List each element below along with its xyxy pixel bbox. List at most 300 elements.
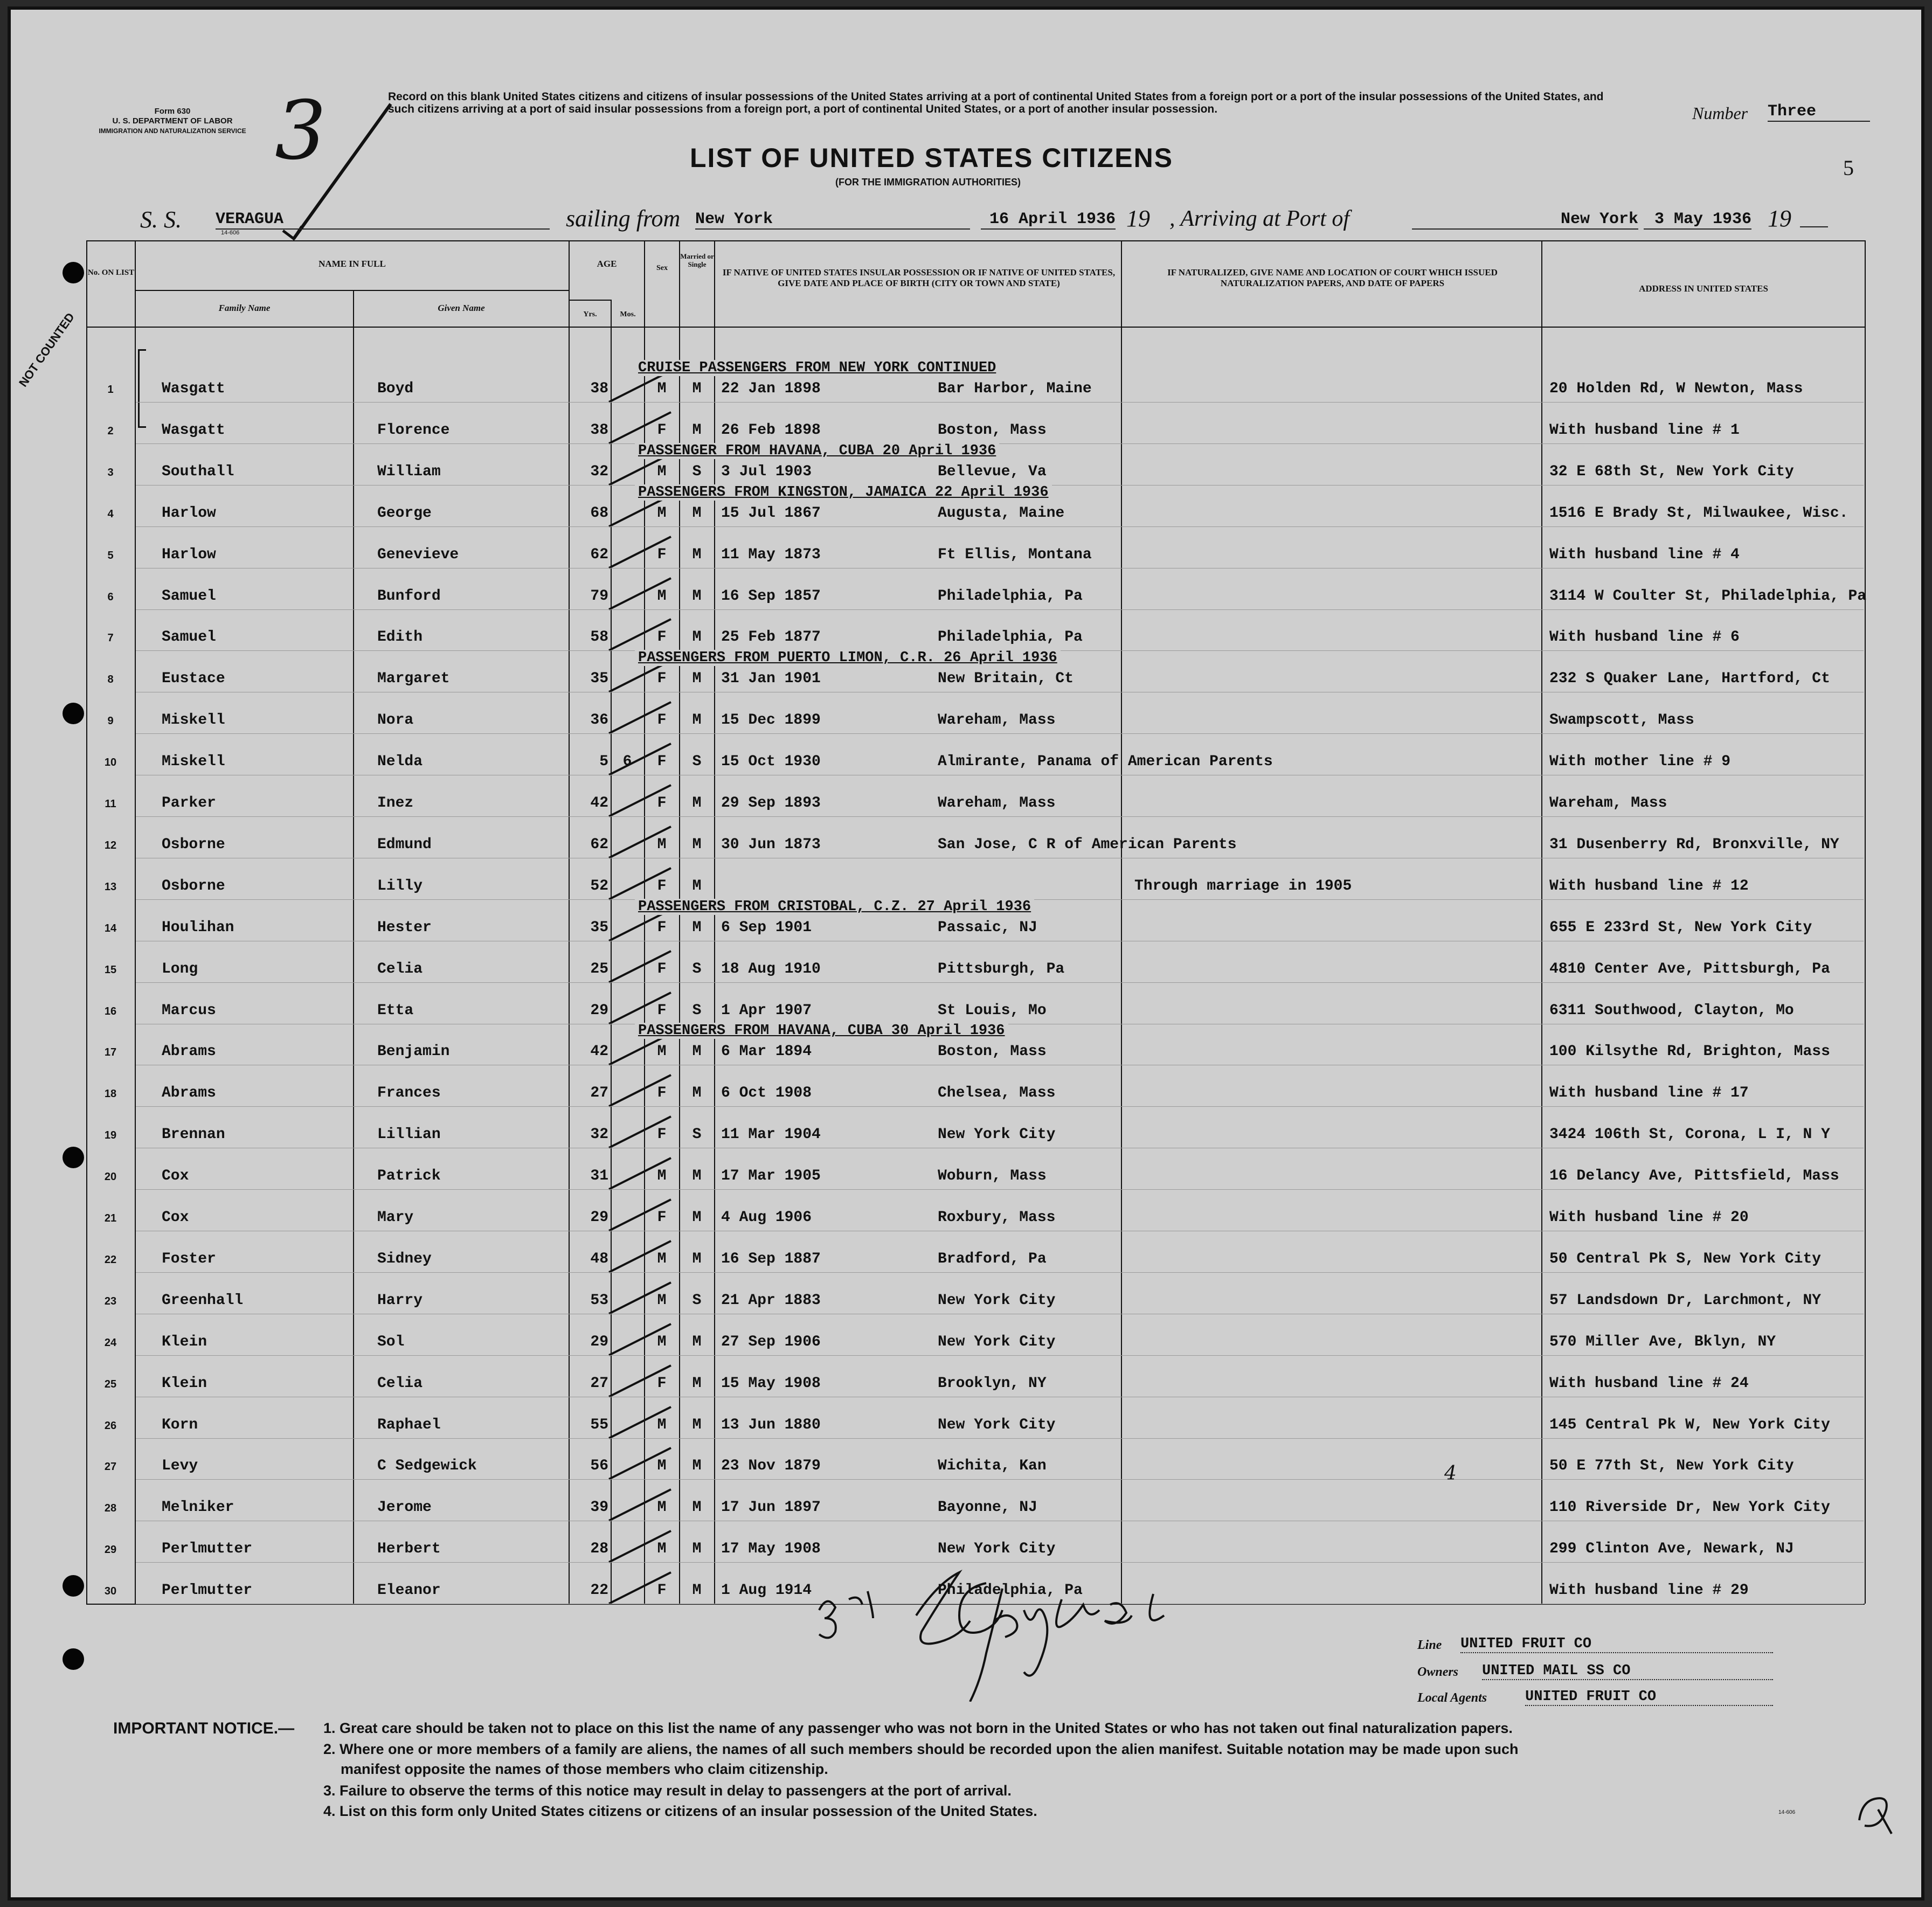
cell-address: 50 E 77th St, New York City <box>1549 1458 1794 1475</box>
cell-yrs: 35 <box>590 919 608 936</box>
check-slash <box>606 783 676 821</box>
cell-birth-place: Passaic, NJ <box>938 919 1037 936</box>
cell-birth-date: 6 Mar 1894 <box>721 1043 812 1060</box>
year-line <box>1800 226 1828 227</box>
cell-family: Levy <box>162 1458 198 1475</box>
number-value: Three <box>1768 102 1870 122</box>
cell-given: Etta <box>377 1002 414 1019</box>
cell-birth-date: 1 Apr 1907 <box>721 1002 812 1019</box>
cell-given: Nora <box>377 712 414 729</box>
cell-ms: M <box>692 587 702 605</box>
cell-given: C Sedgewick <box>377 1458 477 1475</box>
header-family-name: Family Name <box>218 303 271 313</box>
cell-sex: F <box>657 629 667 646</box>
cell-family: Marcus <box>162 1002 216 1019</box>
cell-family: Harlow <box>162 504 216 522</box>
cell-family: Miskell <box>162 712 225 729</box>
cell-birth-date: 3 Jul 1903 <box>721 463 812 480</box>
cell-birth-date: 6 Sep 1901 <box>721 919 812 936</box>
cell-yrs: 48 <box>590 1250 608 1267</box>
cell-given: Raphael <box>377 1416 441 1433</box>
cell-ms: S <box>692 753 702 771</box>
cell-family: Cox <box>162 1168 189 1185</box>
cell-no: 30 <box>104 1585 117 1598</box>
cell-sex: F <box>657 1582 667 1599</box>
cell-address: With husband line # 4 <box>1549 546 1740 563</box>
row-rule <box>136 1106 1864 1107</box>
year-label-1: 19 <box>1126 205 1150 232</box>
cell-birth-date: 25 Feb 1877 <box>721 629 821 646</box>
cell-address: 1516 E Brady St, Milwaukee, Wisc. <box>1549 504 1848 522</box>
cell-birth-place: Bayonne, NJ <box>938 1499 1037 1516</box>
cell-family: Brennan <box>162 1126 225 1143</box>
owners-value: UNITED MAIL SS CO <box>1482 1663 1773 1680</box>
cell-birth-date: 21 Apr 1883 <box>721 1292 821 1309</box>
line-label: Line <box>1417 1638 1442 1652</box>
cell-sex: M <box>657 380 667 397</box>
signature-text: 3rd ... Insp <box>841 1626 843 1627</box>
cell-given: Genevieve <box>377 546 459 563</box>
cell-yrs: 31 <box>590 1168 608 1185</box>
cell-yrs: 27 <box>590 1085 608 1102</box>
notice-item-3: 3. Failure to observe the terms of this notice may result in delay to passengers at the port of arrival. <box>323 1783 1012 1799</box>
cell-yrs: 29 <box>590 1333 608 1350</box>
cell-sex: F <box>657 546 667 563</box>
cell-address: Wareham, Mass <box>1549 795 1667 812</box>
cell-ms: S <box>692 1002 702 1019</box>
cell-family: Harlow <box>162 546 216 563</box>
arrival-date: 3 May 1936 <box>1644 210 1751 230</box>
cell-sex: F <box>657 1002 667 1019</box>
number-label: Number <box>1692 103 1748 123</box>
row-rule <box>136 733 1864 734</box>
row-rule <box>136 526 1864 527</box>
cell-birth-date: 22 Jan 1898 <box>721 380 821 397</box>
departure-port: New York <box>695 210 970 230</box>
cell-birth-date: 29 Sep 1893 <box>721 795 821 812</box>
cell-sex: M <box>657 836 667 853</box>
cell-birth-place: Almirante, Panama of American Parents <box>938 753 1273 771</box>
cell-ms: M <box>692 1541 702 1558</box>
section-heading: PASSENGERS FROM PUERTO LIMON, C.R. 26 April 1936 <box>635 650 1061 666</box>
check-slash <box>606 824 676 862</box>
cell-given: Herbert <box>377 1541 441 1558</box>
row-rule <box>136 816 1864 817</box>
cell-birth-date: 13 Jun 1880 <box>721 1416 821 1433</box>
cell-birth-date: 26 Feb 1898 <box>721 421 821 439</box>
cell-address: 6311 Southwood, Clayton, Mo <box>1549 1002 1794 1019</box>
cell-yrs: 29 <box>590 1209 608 1226</box>
agents-label: Local Agents <box>1417 1691 1487 1705</box>
cell-address: 50 Central Pk S, New York City <box>1549 1250 1822 1267</box>
cell-birth-date: 1 Aug 1914 <box>721 1582 812 1599</box>
check-slash <box>606 949 676 987</box>
arriving-label: , Arriving at Port of <box>1169 206 1350 231</box>
sailing-label: sailing from <box>566 205 681 232</box>
cell-ms: M <box>692 1209 702 1226</box>
handwritten-mark: 3 <box>275 84 327 178</box>
cell-given: Sol <box>377 1333 405 1350</box>
cell-address: 4810 Center Ave, Pittsburgh, Pa <box>1549 960 1830 977</box>
cell-birth-date: 6 Oct 1908 <box>721 1085 812 1102</box>
cell-no: 29 <box>104 1544 117 1556</box>
cell-yrs: 28 <box>590 1541 608 1558</box>
cell-yrs: 5 <box>599 753 608 771</box>
cell-birth-place: New York City <box>938 1292 1056 1309</box>
row-rule <box>136 1438 1864 1439</box>
cell-birth-place: New York City <box>938 1333 1056 1350</box>
cell-yrs: 27 <box>590 1375 608 1392</box>
cell-sex: F <box>657 670 667 688</box>
cell-address: 3114 W Coulter St, Philadelphia, Pa <box>1549 587 1867 605</box>
cell-family: Klein <box>162 1375 207 1392</box>
cell-no: 23 <box>104 1295 117 1307</box>
arrival-port: New York <box>1412 210 1638 230</box>
header-married-single: Married or Single <box>680 252 714 268</box>
cell-sex: F <box>657 1085 667 1102</box>
page-subtitle: (FOR THE IMMIGRATION AUTHORITIES) <box>835 177 1021 188</box>
form-department: U. S. DEPARTMENT OF LABOR <box>112 116 233 126</box>
cell-ms: M <box>692 1416 702 1433</box>
cell-address: With husband line # 20 <box>1549 1209 1749 1226</box>
cell-birth-date: 23 Nov 1879 <box>721 1458 821 1475</box>
cell-sex: F <box>657 712 667 729</box>
cell-birth-date: 15 May 1908 <box>721 1375 821 1392</box>
check-slash <box>606 410 676 448</box>
agents-value: UNITED FRUIT CO <box>1525 1689 1773 1706</box>
cell-birth-place: Philadelphia, Pa <box>938 587 1083 605</box>
row-rule <box>136 609 1864 610</box>
cell-birth-place: Woburn, Mass <box>938 1168 1047 1185</box>
cell-birth-date: 4 Aug 1906 <box>721 1209 812 1226</box>
cell-ms: M <box>692 546 702 563</box>
cell-sex: M <box>657 1541 667 1558</box>
cell-ms: M <box>692 1375 702 1392</box>
cell-family: Houlihan <box>162 919 234 936</box>
check-slash <box>606 1197 676 1235</box>
manifest-page <box>8 6 1924 1901</box>
cell-address: 16 Delancy Ave, Pittsfield, Mass <box>1549 1168 1839 1185</box>
page-title: LIST OF UNITED STATES CITIZENS <box>690 143 1174 173</box>
cell-address: 232 S Quaker Lane, Hartford, Ct <box>1549 670 1830 688</box>
cell-ms: M <box>692 629 702 646</box>
cell-given: William <box>377 463 441 480</box>
inspector-signature <box>808 1562 1196 1702</box>
section-heading: PASSENGERS FROM KINGSTON, JAMAICA 22 April 1936 <box>635 484 1052 501</box>
cell-family: Klein <box>162 1333 207 1350</box>
cell-sex: M <box>657 1333 667 1350</box>
cell-no: 20 <box>104 1171 117 1183</box>
cell-ms: M <box>692 712 702 729</box>
cell-sex: F <box>657 1375 667 1392</box>
cell-sex: F <box>657 960 667 977</box>
corner-mark <box>1854 1788 1897 1836</box>
cell-birth-place: Wichita, Kan <box>938 1458 1047 1475</box>
cell-ms: S <box>692 1126 702 1143</box>
cell-no: 22 <box>104 1253 117 1266</box>
cell-given: Harry <box>377 1292 423 1309</box>
cell-yrs: 38 <box>590 421 608 439</box>
cell-sex: F <box>657 919 667 936</box>
cell-ms: M <box>692 1168 702 1185</box>
cell-sex: M <box>657 504 667 522</box>
cell-address: 145 Central Pk W, New York City <box>1549 1416 1830 1433</box>
cell-yrs: 68 <box>590 504 608 522</box>
check-slash <box>606 617 676 655</box>
check-slash <box>606 1570 676 1608</box>
cell-sex: F <box>657 795 667 812</box>
section-heading: PASSENGERS FROM HAVANA, CUBA 30 April 1936 <box>635 1023 1008 1039</box>
cell-ms: S <box>692 1292 702 1309</box>
cell-yrs: 36 <box>590 712 608 729</box>
header-age: AGE <box>597 259 617 269</box>
cell-address: With mother line # 9 <box>1549 753 1731 771</box>
owners-label: Owners <box>1417 1665 1459 1679</box>
cell-address: 57 Landsdown Dr, Larchmont, NY <box>1549 1292 1822 1309</box>
cell-sex: F <box>657 1209 667 1226</box>
row-rule <box>136 1189 1864 1190</box>
cell-family: Foster <box>162 1250 216 1267</box>
cell-yrs: 35 <box>590 670 608 688</box>
cell-birth-place: Pittsburgh, Pa <box>938 960 1065 977</box>
cell-family: Southall <box>162 463 234 480</box>
cell-yrs: 42 <box>590 795 608 812</box>
cell-birth-date: 11 Mar 1904 <box>721 1126 821 1143</box>
cell-no: 7 <box>107 632 114 644</box>
cell-yrs: 39 <box>590 1499 608 1516</box>
cell-birth-date: 17 May 1908 <box>721 1541 821 1558</box>
notice-item-4: 4. List on this form only United States citizens or citizens of an insular possession of the United States. <box>323 1803 1037 1819</box>
stray-mark: 4 <box>1444 1462 1457 1485</box>
row-rule <box>136 982 1864 983</box>
check-slash <box>606 1405 676 1443</box>
cell-birth-date: 27 Sep 1906 <box>721 1333 821 1350</box>
cell-family: Wasgatt <box>162 421 225 439</box>
cell-birth-place: Philadelphia, Pa <box>938 1582 1083 1599</box>
cell-birth-date: 11 May 1873 <box>721 546 821 563</box>
cell-yrs: 58 <box>590 629 608 646</box>
header-given-name: Given Name <box>438 303 485 313</box>
cell-no: 5 <box>107 549 114 561</box>
cell-no: 24 <box>104 1336 117 1349</box>
cell-birth-date: 15 Jul 1867 <box>721 504 821 522</box>
notice-item-2-cont: manifest opposite the names of those members who claim citizenship. <box>341 1761 828 1777</box>
cell-ms: M <box>692 1250 702 1267</box>
check-slash <box>606 866 676 904</box>
notice-item-2: 2. Where one or more members of a family are aliens, the names of all such members should be recorded upon the alien manifest. Suitable notation may be made upon such <box>323 1741 1519 1757</box>
cell-no: 18 <box>104 1088 117 1100</box>
cell-birth-place: Philadelphia, Pa <box>938 629 1083 646</box>
cell-birth-date: 18 Aug 1910 <box>721 960 821 977</box>
cell-yrs: 52 <box>590 877 608 894</box>
header-address: ADDRESS IN UNITED STATES <box>1639 283 1768 294</box>
check-slash <box>606 1529 676 1566</box>
cell-family: Samuel <box>162 587 216 605</box>
cell-birth-date: 16 Sep 1887 <box>721 1250 821 1267</box>
cell-address: With husband line # 17 <box>1549 1085 1749 1102</box>
header-yrs: Yrs. <box>583 310 597 318</box>
cell-no: 16 <box>104 1005 117 1017</box>
cell-yrs: 56 <box>590 1458 608 1475</box>
row-rule <box>136 443 1864 444</box>
cell-given: George <box>377 504 432 522</box>
check-slash <box>606 700 676 738</box>
cell-birth-place: Wareham, Mass <box>938 712 1056 729</box>
check-slash <box>606 1363 676 1401</box>
cell-family: Perlmutter <box>162 1582 253 1599</box>
cell-birth-place: Bellevue, Va <box>938 463 1047 480</box>
cell-given: Boyd <box>377 380 414 397</box>
cell-address: With husband line # 1 <box>1549 421 1740 439</box>
ship-name: VERAGUA <box>216 210 550 230</box>
punch-hole <box>63 1648 84 1670</box>
header-native-birth: IF NATIVE OF UNITED STATES INSULAR POSSESSION OR IF NATIVE OF UNITED STATES, GIVE DATE AND PLACE OF BIRTH (CITY OR TOWN AND STATE) <box>722 267 1116 288</box>
punch-hole <box>63 262 84 283</box>
cell-yrs: 79 <box>590 587 608 605</box>
check-slash <box>606 535 676 572</box>
cell-ms: M <box>692 504 702 522</box>
not-counted-note: NOT COUNTED <box>16 310 78 390</box>
cell-ms: M <box>692 1458 702 1475</box>
cell-sex: F <box>657 877 667 894</box>
cell-birth-place: San Jose, C R of American Parents <box>938 836 1237 853</box>
cell-naturalized: Through marriage in 1905 <box>1134 877 1352 894</box>
cell-given: Margaret <box>377 670 450 688</box>
cell-address: 570 Miller Ave, Bklyn, NY <box>1549 1333 1776 1350</box>
cell-no: 2 <box>107 425 114 437</box>
cell-ms: M <box>692 919 702 936</box>
cell-sex: F <box>657 753 667 771</box>
punch-hole <box>63 1147 84 1168</box>
cell-given: Nelda <box>377 753 423 771</box>
cell-address: 3424 106th St, Corona, L I, N Y <box>1549 1126 1830 1143</box>
row-rule <box>136 402 1864 403</box>
check-slash <box>606 1156 676 1194</box>
cell-yrs: 32 <box>590 1126 608 1143</box>
cell-family: Samuel <box>162 629 216 646</box>
cell-birth-place: Augusta, Maine <box>938 504 1065 522</box>
cell-sex: M <box>657 587 667 605</box>
cell-birth-place: Ft Ellis, Montana <box>938 546 1092 563</box>
check-slash <box>606 1487 676 1525</box>
cell-birth-date: 17 Mar 1905 <box>721 1168 821 1185</box>
cell-sex: M <box>657 1250 667 1267</box>
cell-yrs: 62 <box>590 836 608 853</box>
cell-no: 15 <box>104 963 117 976</box>
check-slash <box>606 1446 676 1483</box>
cell-sex: M <box>657 1292 667 1309</box>
cell-address: 655 E 233rd St, New York City <box>1549 919 1812 936</box>
cell-no: 12 <box>104 839 117 851</box>
cell-no: 4 <box>107 508 114 520</box>
cell-birth-place: Boston, Mass <box>938 1043 1047 1060</box>
cell-given: Edith <box>377 629 423 646</box>
cell-given: Inez <box>377 795 414 812</box>
cell-address: With husband line # 24 <box>1549 1375 1749 1392</box>
cell-birth-place: Roxbury, Mass <box>938 1209 1056 1226</box>
cell-ms: M <box>692 380 702 397</box>
cell-birth-date: 17 Jun 1897 <box>721 1499 821 1516</box>
cell-sex: M <box>657 1499 667 1516</box>
check-slash <box>606 1280 676 1318</box>
cell-ms: M <box>692 836 702 853</box>
cell-birth-place: New Britain, Ct <box>938 670 1074 688</box>
cell-given: Lillian <box>377 1126 441 1143</box>
departure-date: 16 April 1936 <box>981 210 1116 230</box>
cell-yrs: 42 <box>590 1043 608 1060</box>
cell-family: Wasgatt <box>162 380 225 397</box>
check-slash <box>606 1239 676 1277</box>
check-slash <box>606 741 676 779</box>
cell-no: 10 <box>104 757 117 769</box>
cell-birth-date: 15 Oct 1930 <box>721 753 821 771</box>
section-heading: PASSENGER FROM HAVANA, CUBA 20 April 1936 <box>635 443 999 459</box>
cell-given: Mary <box>377 1209 414 1226</box>
header-no: No. ON LIST <box>87 268 135 277</box>
cell-no: 1 <box>107 384 114 396</box>
cell-family: Abrams <box>162 1085 216 1102</box>
cell-ms: M <box>692 1333 702 1350</box>
check-slash <box>606 990 676 1028</box>
cell-family: Eustace <box>162 670 225 688</box>
cell-yrs: 53 <box>590 1292 608 1309</box>
cell-address: Swampscott, Mass <box>1549 712 1694 729</box>
cell-no: 21 <box>104 1212 117 1224</box>
cell-address: With husband line # 6 <box>1549 629 1740 646</box>
cell-birth-place: Bar Harbor, Maine <box>938 380 1092 397</box>
cell-birth-place: Bradford, Pa <box>938 1250 1047 1267</box>
cell-ms: M <box>692 1043 702 1060</box>
cell-given: Eleanor <box>377 1582 441 1599</box>
check-slash <box>606 1073 676 1111</box>
cell-given: Celia <box>377 960 423 977</box>
cell-birth-date: 15 Dec 1899 <box>721 712 821 729</box>
cell-birth-place: Brooklyn, NY <box>938 1375 1047 1392</box>
cell-sex: F <box>657 421 667 439</box>
cell-no: 13 <box>104 880 117 893</box>
cell-birth-place: Boston, Mass <box>938 421 1047 439</box>
cell-family: Osborne <box>162 877 225 894</box>
cell-given: Jerome <box>377 1499 432 1516</box>
cell-no: 25 <box>104 1378 117 1390</box>
cell-given: Patrick <box>377 1168 441 1185</box>
cell-ms: M <box>692 421 702 439</box>
cell-address: 100 Kilsythe Rd, Brighton, Mass <box>1549 1043 1830 1060</box>
cell-address: 31 Dusenberry Rd, Bronxville, NY <box>1549 836 1839 853</box>
cell-sex: M <box>657 1168 667 1185</box>
cell-ms: M <box>692 1499 702 1516</box>
cell-birth-date: 31 Jan 1901 <box>721 670 821 688</box>
row-rule <box>136 1479 1864 1480</box>
notice-heading: IMPORTANT NOTICE.— <box>113 1719 295 1737</box>
cell-given: Benjamin <box>377 1043 450 1060</box>
record-instructions: Record on this blank United States citizens and citizens of insular possessions of the United States arriving at a port of continental United States from a foreign port or a port of the insular possessions of the United States, and such citizens arriving at a port of said insular possessions from a foreign port, a port of continental United States, or a port of another insular possession. <box>388 91 1604 115</box>
notice-item-1: 1. Great care should be taken not to place on this list the name of any passenger who was not born in the United States or who has not taken out final naturalization papers. <box>323 1720 1513 1736</box>
header-name-in-full: NAME IN FULL <box>318 259 386 269</box>
cell-given: Lilly <box>377 877 423 894</box>
cell-address: 110 Riverside Dr, New York City <box>1549 1499 1830 1516</box>
cell-no: 3 <box>107 466 114 479</box>
punch-hole <box>63 703 84 724</box>
header-naturalized: IF NATURALIZED, GIVE NAME AND LOCATION OF COURT WHICH ISSUED NATURALIZATION PAPERS, AND DATE OF PAPERS <box>1167 267 1498 288</box>
cell-family: Parker <box>162 795 216 812</box>
cell-no: 28 <box>104 1502 117 1515</box>
cell-birth-place: New York City <box>938 1416 1056 1433</box>
cell-sex: M <box>657 1416 667 1433</box>
cell-ms: M <box>692 1582 702 1599</box>
cell-birth-place: New York City <box>938 1541 1056 1558</box>
cell-mos: 6 <box>622 753 632 771</box>
